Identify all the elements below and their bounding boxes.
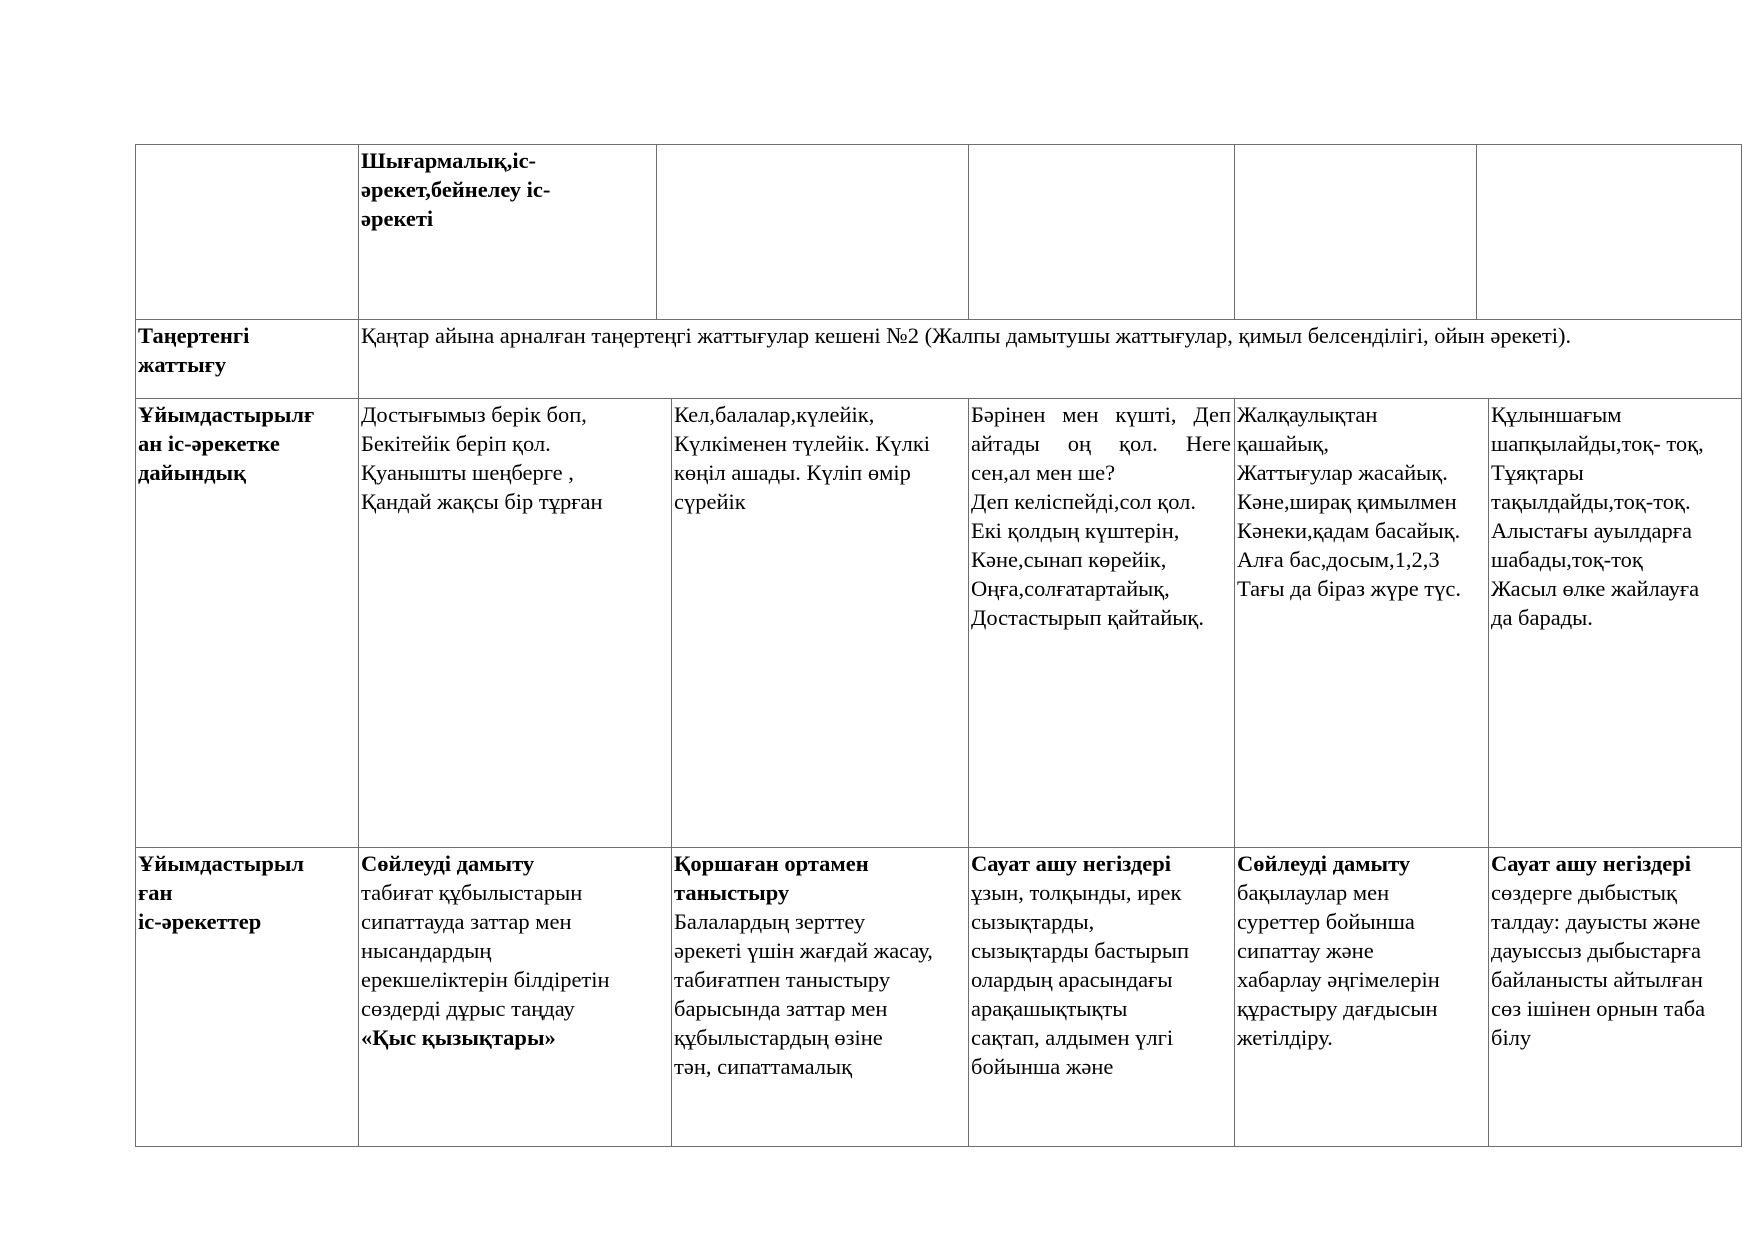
verse-line: Тағы да біраз жүре түс. — [1237, 576, 1462, 601]
activity-line: сөз ішінен орнын таба — [1491, 996, 1706, 1021]
verse-line: Бекітейік беріп қол. — [361, 431, 551, 456]
activity-environment — [672, 849, 967, 1081]
column-divider — [1476, 144, 1477, 319]
morning-exercise-text — [359, 321, 1741, 350]
preparation-verse-2 — [672, 400, 967, 516]
verse-line: Оңға,солғатартайық, — [971, 576, 1170, 601]
activities-label-line: ған — [138, 880, 173, 905]
creative-activity-title-line: Шығармалық,іс- — [361, 148, 537, 173]
table-border-bottom — [135, 1146, 1742, 1147]
verse-line: Жасыл өлке жайлауға — [1491, 576, 1700, 601]
verse-line: Достығымыз берік боп, — [361, 402, 587, 427]
creative-activity-title-line: әрекет,бейнелеу іс- — [361, 177, 551, 202]
activities-label-line: іс-әрекеттер — [138, 909, 262, 934]
verse-line: Күлкіменен түлейік. Күлкі — [674, 431, 931, 456]
verse-line: Кел,балалар,күлейік, — [674, 402, 875, 427]
preparation-label-line: Ұйымдастырылғ — [138, 402, 315, 427]
activity-topic: «Қыс қызықтары» — [361, 1025, 556, 1050]
activity-title: Сөйлеуді дамыту — [1237, 851, 1411, 876]
column-divider — [656, 144, 657, 319]
activity-line: жетілдіру. — [1237, 1025, 1333, 1050]
row-divider — [135, 847, 1742, 848]
table-border-right — [1741, 144, 1742, 1147]
verse-line: Қандай жақсы бір тұрған — [361, 489, 603, 514]
verse-line: Кәне,ширақ қимылмен — [1237, 489, 1457, 514]
activity-line: сипаттау және — [1237, 938, 1374, 963]
activity-line: хабарлау әңгімелерін — [1237, 967, 1440, 992]
activity-line: білу — [1491, 1025, 1532, 1050]
activity-line: құрастыру дағдысын — [1237, 996, 1438, 1021]
activity-line: сызықтарды, — [971, 909, 1095, 934]
activity-line: әрекеті үшін жағдай жасау, — [674, 938, 933, 963]
verse-line: сен,ал мен ше? — [971, 460, 1116, 485]
activities-label-line: Ұйымдастырыл — [138, 851, 305, 876]
activity-line: дауыссыз дыбыстарға — [1491, 938, 1701, 963]
verse-line: Кәне,сынап көрейік, — [971, 547, 1167, 572]
activity-line: талдау: дауысты және — [1491, 909, 1701, 934]
activity-line: олардың арасындағы — [971, 967, 1173, 992]
verse-line: Алға бас,досым,1,2,3 — [1237, 547, 1440, 572]
column-divider — [968, 144, 969, 319]
verse-line: Кәнеки,қадам басайық. — [1237, 518, 1461, 543]
activity-title: таныстыру — [674, 880, 790, 905]
activity-line: бойынша және — [971, 1054, 1114, 1079]
morning-exercise-label-line: жаттығу — [138, 352, 227, 377]
preparation-label-line: дайындық — [138, 460, 247, 485]
activities-label — [136, 849, 357, 936]
verse-line: шабады,тоқ-тоқ — [1491, 547, 1643, 572]
activity-title: Сауат ашу негіздері — [1491, 851, 1691, 876]
activity-line: ерекшеліктерін білдіретін — [361, 967, 610, 992]
activity-title: Сөйлеуді дамыту — [361, 851, 535, 876]
verse-line: Алыстағы ауылдарға — [1491, 518, 1692, 543]
verse-line: Құлыншағым — [1491, 402, 1622, 427]
activity-line: сызықтарды бастырып — [971, 938, 1190, 963]
verse-line: Деп келіспейді,сол қол. — [971, 489, 1197, 514]
table-border-left — [135, 144, 136, 1147]
activity-line: табиғатпен таныстыру — [674, 967, 891, 992]
verse-line: Қуанышты шеңберге , — [361, 460, 574, 485]
verse-line: сүрейік — [674, 489, 746, 514]
activity-line: нысандардың — [361, 938, 492, 963]
morning-exercise-text-line: Қаңтар айына арналған таңертеңгі жаттығулар кешені №2 (Жалпы дамытушы жаттығулар, қимыл белсенділігі, ойын әрекеті). — [361, 323, 1572, 348]
activity-speech-development — [359, 849, 670, 1052]
table-border-top — [135, 144, 1742, 145]
verse-line: Жаттығулар жасайық. — [1237, 460, 1448, 485]
preparation-verse-3 — [969, 400, 1233, 632]
column-divider — [1234, 144, 1235, 319]
activity-line: арақашықтықты — [971, 996, 1128, 1021]
activity-line: барысында заттар мен — [674, 996, 888, 1021]
verse-line: тақылдайды,тоқ-тоқ. — [1491, 489, 1691, 514]
verse-line: көңіл ашады. Күліп өмір — [674, 460, 911, 485]
activity-title: Қоршаған ортамен — [674, 851, 869, 876]
activity-speech-development-2 — [1235, 849, 1487, 1052]
preparation-label — [136, 400, 357, 487]
activity-line: байланысты айтылған — [1491, 967, 1703, 992]
verse-line: да барады. — [1491, 605, 1593, 630]
activity-line: ұзын, толқынды, ирек — [971, 880, 1182, 905]
preparation-verse-4 — [1235, 400, 1487, 603]
activity-line: сөздерді дұрыс таңдау — [361, 996, 575, 1021]
activity-literacy — [969, 849, 1233, 1081]
preparation-verse-1 — [359, 400, 670, 516]
activity-title: Сауат ашу негіздері — [971, 851, 1171, 876]
activity-line: тән, сипаттамалық — [674, 1054, 853, 1079]
preparation-verse-5 — [1489, 400, 1741, 632]
verse-line: айтады оң қол. Неге — [971, 431, 1231, 456]
morning-exercise-label-line: Таңертенгі — [138, 323, 250, 348]
activity-line: Балалардың зерттеу — [674, 909, 866, 934]
activity-line: сипаттауда заттар мен — [361, 909, 572, 934]
row-divider — [135, 319, 1742, 320]
creative-activity-title-line: әрекеті — [361, 206, 434, 231]
verse-line: қашайық, — [1237, 431, 1329, 456]
creative-activity-title — [359, 146, 655, 233]
activity-line: бақылаулар мен — [1237, 880, 1390, 905]
activity-line: табиғат құбылыстарын — [361, 880, 583, 905]
morning-exercise-label — [136, 321, 357, 379]
verse-line: Екі қолдың күштерін, — [971, 518, 1180, 543]
verse-line: Жалқаулықтан — [1237, 402, 1378, 427]
preparation-label-line: ан іс-әрекетке — [138, 431, 280, 456]
verse-line: Бәрінен мен күшті, Деп — [971, 402, 1231, 427]
verse-line: Тұяқтары — [1491, 460, 1584, 485]
row-divider — [135, 398, 1742, 399]
activity-literacy-2 — [1489, 849, 1741, 1052]
activity-line: сақтап, алдымен үлгі — [971, 1025, 1174, 1050]
verse-line: шапқылайды,тоқ- тоқ, — [1491, 431, 1704, 456]
activity-line: суреттер бойынша — [1237, 909, 1415, 934]
verse-line: Достастырып қайтайық. — [971, 605, 1204, 630]
activity-line: құбылыстардың өзіне — [674, 1025, 883, 1050]
activity-line: сөздерге дыбыстық — [1491, 880, 1677, 905]
